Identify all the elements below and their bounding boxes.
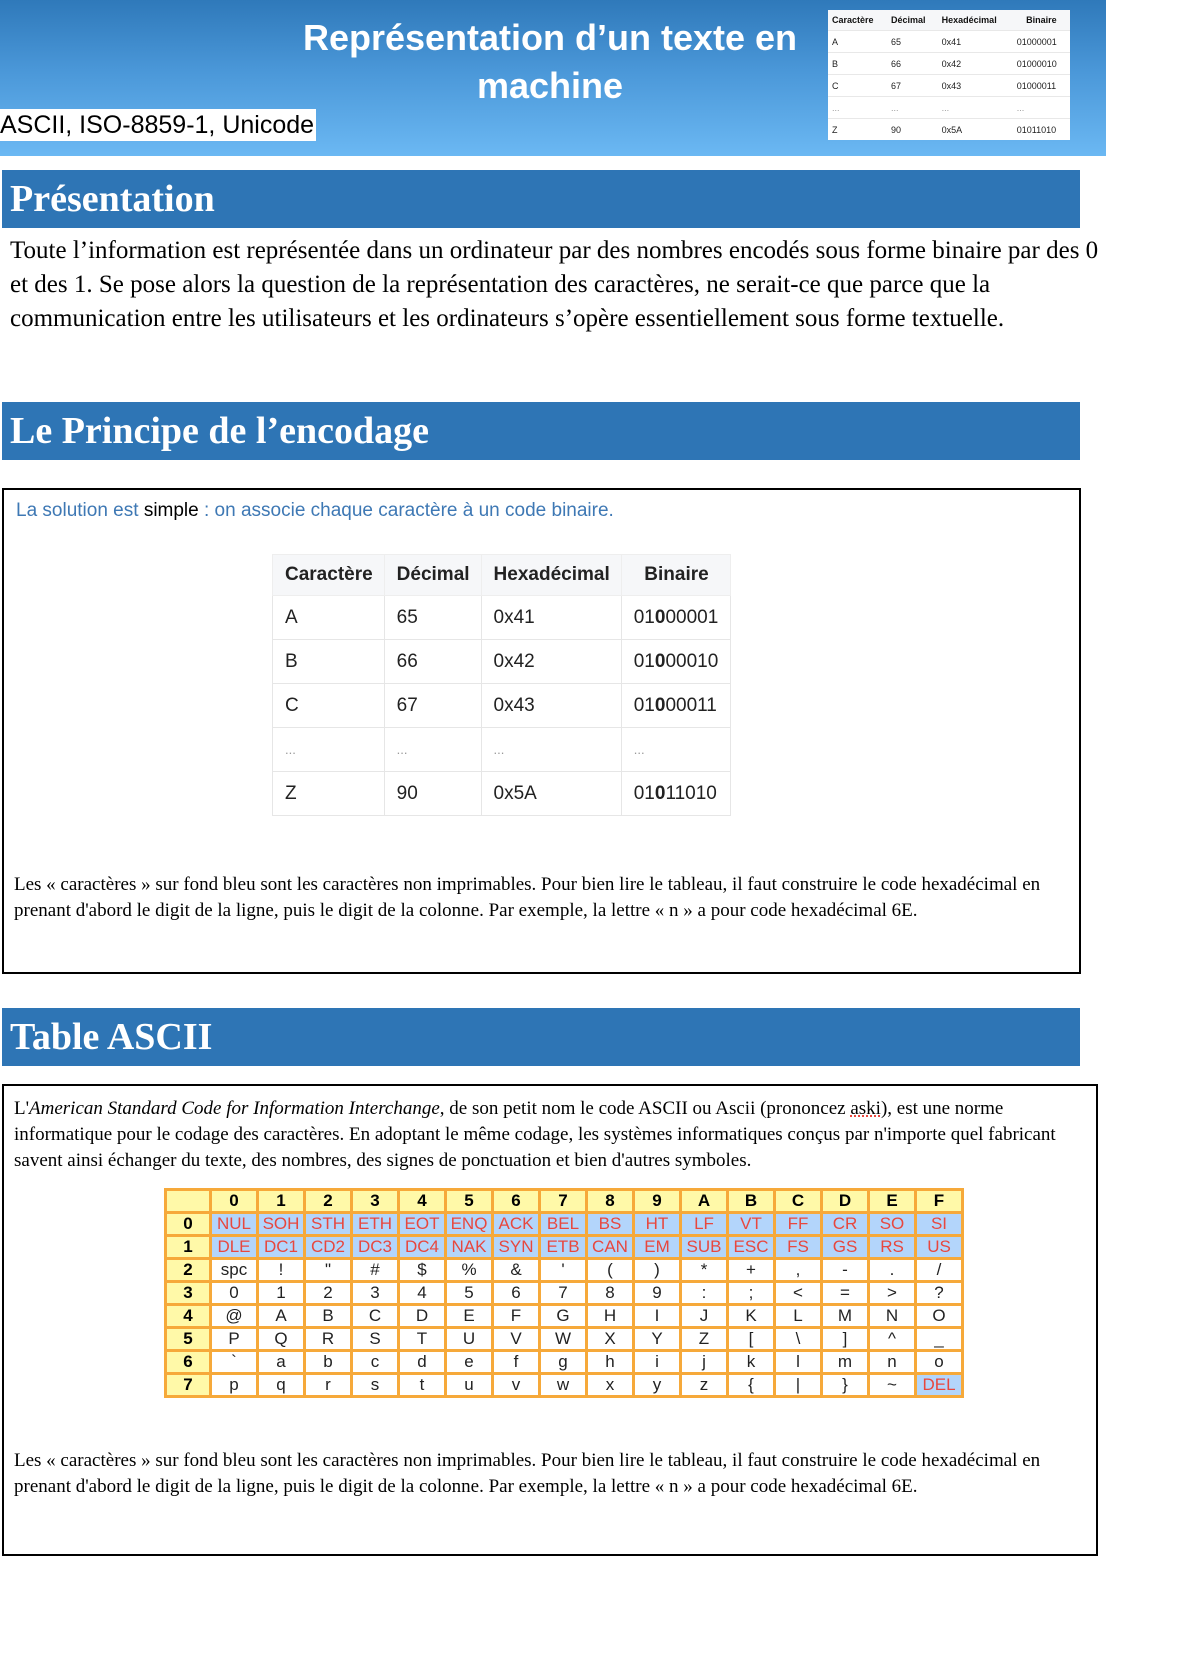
mini-table-row (828, 31, 1070, 53)
ascii-cell: F (493, 1305, 540, 1328)
mini-table-cell: ... (828, 97, 887, 119)
ascii-cell: N (869, 1305, 916, 1328)
ascii-row (166, 1282, 963, 1305)
ascii-cell: w (540, 1374, 587, 1397)
ascii-intro-text (14, 1096, 1090, 1174)
ascii-cell: 9 (634, 1282, 681, 1305)
ascii-col-header: 1 (258, 1190, 305, 1213)
ascii-cell: : (681, 1282, 728, 1305)
ascii-row-header: 0 (166, 1213, 211, 1236)
ascii-cell-non-printable: GS (822, 1236, 869, 1259)
ascii-row (166, 1328, 963, 1351)
mini-table-cell: Z (828, 119, 887, 141)
encoding-cell-hex: 0x41 (481, 596, 621, 640)
ascii-cell: Y (634, 1328, 681, 1351)
binary-prefix: 01 (633, 606, 655, 628)
ascii-row-header: 4 (166, 1305, 211, 1328)
principe-note: Les « caractères » sur fond bleu sont les caractères non imprimables. Pour bien lire le tableau, il faut construire le code hexadécimal en prenant d'abord le digit de la ligne, puis le digit de la colonne. Par exemple, la lettre « n » a pour code hexadécimal 6E. (14, 874, 1041, 921)
mini-table-row (828, 97, 1070, 119)
ascii-cell: s (352, 1374, 399, 1397)
section-heading-ascii: Table ASCII (2, 1008, 1080, 1066)
mini-table-cell: ... (938, 97, 1013, 119)
encoding-cell-char: A (273, 596, 385, 640)
ascii-text-suffix: ), est une norme informatique pour le codage des caractères. En adoptant le même codage, les systèmes informatiques conçus par n'importe quel fabricant savent ainsi échanger du texte, des nombres, des signes de ponctuation et bien d'autres symboles. (14, 1098, 1056, 1171)
ascii-cell: o (916, 1351, 963, 1374)
mini-table-cell: 66 (887, 53, 938, 75)
ascii-cell-non-printable: STH (305, 1213, 352, 1236)
ascii-cell-non-printable: FF (775, 1213, 822, 1236)
encoding-table-header: Caractère (273, 555, 385, 596)
mini-table-cell: 01000010 (1013, 53, 1070, 75)
ascii-cell: 1 (258, 1282, 305, 1305)
ascii-cell: ] (822, 1328, 869, 1351)
ascii-col-header: 8 (587, 1190, 634, 1213)
encoding-cell-hex: 0x5A (481, 772, 621, 816)
ascii-row (166, 1236, 963, 1259)
section-heading-presentation: Présentation (2, 170, 1080, 228)
ascii-note: Les « caractères » sur fond bleu sont les caractères non imprimables. Pour bien lire le tableau, il faut construire le code hexadécimal en prenant d'abord le digit de la ligne, puis le digit de la colonne. Par exemple, la lettre « n » a pour code hexadécimal 6E. (14, 1450, 1041, 1497)
principe-intro (16, 500, 614, 522)
encoding-cell-binary (621, 728, 731, 772)
ascii-cell: a (258, 1351, 305, 1374)
section-heading-principe: Le Principe de l’encodage (2, 402, 1080, 460)
ascii-cell-non-printable: VT (728, 1213, 775, 1236)
intro-text-part2: : on associe chaque caractère à un code binaire. (198, 500, 614, 521)
ascii-cell: spc (211, 1259, 258, 1282)
ascii-cell-non-printable: BS (587, 1213, 634, 1236)
ascii-cell: d (399, 1351, 446, 1374)
ascii-cell-non-printable: EOT (399, 1213, 446, 1236)
ascii-cell: D (399, 1305, 446, 1328)
ascii-corner-cell (166, 1190, 211, 1213)
header-banner (0, 0, 1106, 156)
ascii-cell-non-printable: EM (634, 1236, 681, 1259)
ascii-cell-non-printable: CR (822, 1213, 869, 1236)
table-row (273, 640, 731, 684)
ascii-cell: S (352, 1328, 399, 1351)
ascii-row-header: 1 (166, 1236, 211, 1259)
ascii-cell: & (493, 1259, 540, 1282)
ascii-cell-non-printable: NAK (446, 1236, 493, 1259)
ascii-cell: . (869, 1259, 916, 1282)
ascii-row (166, 1259, 963, 1282)
mini-table-row (828, 53, 1070, 75)
ascii-cell: u (446, 1374, 493, 1397)
ascii-cell: 5 (446, 1282, 493, 1305)
binary-prefix: 01 (633, 782, 655, 804)
ascii-col-header: F (916, 1190, 963, 1213)
mini-table-cell: 01011010 (1013, 119, 1070, 141)
ascii-row-header: 2 (166, 1259, 211, 1282)
ascii-cell: B (305, 1305, 352, 1328)
ascii-cell-non-printable: ACK (493, 1213, 540, 1236)
ascii-cell: - (822, 1259, 869, 1282)
ascii-cell: 8 (587, 1282, 634, 1305)
ascii-cell: $ (399, 1259, 446, 1282)
table-row (273, 684, 731, 728)
ascii-cell: ; (728, 1282, 775, 1305)
page-subtitle: ASCII, ISO-8859-1, Unicode (0, 111, 315, 139)
ascii-cell: 6 (493, 1282, 540, 1305)
ascii-cell: y (634, 1374, 681, 1397)
ascii-cell: z (681, 1374, 728, 1397)
ascii-cell: L (775, 1305, 822, 1328)
binary-highlight-bit: 0 (654, 606, 666, 628)
ascii-cell: ( (587, 1259, 634, 1282)
mini-table-header: Caractère (828, 10, 887, 31)
encoding-table-header: Hexadécimal (481, 555, 621, 596)
ascii-cell: @ (211, 1305, 258, 1328)
ascii-row-header: 3 (166, 1282, 211, 1305)
table-row (273, 596, 731, 640)
intro-text-simple: simple (143, 500, 199, 521)
ascii-cell-non-printable: NUL (211, 1213, 258, 1236)
mini-table-row (828, 75, 1070, 97)
ascii-cell: g (540, 1351, 587, 1374)
ascii-cell: + (728, 1259, 775, 1282)
binary-highlight-bit: 0 (654, 782, 666, 804)
ascii-cell: E (446, 1305, 493, 1328)
mini-table-cell: 01000001 (1013, 31, 1070, 53)
encoding-cell-hex: 0x42 (481, 640, 621, 684)
ascii-cell: 2 (305, 1282, 352, 1305)
encoding-cell-dec: 65 (384, 596, 481, 640)
mini-table-cell: 90 (887, 119, 938, 141)
ascii-col-header: 9 (634, 1190, 681, 1213)
ascii-cell: Z (681, 1328, 728, 1351)
encoding-cell-dec: ... (384, 728, 481, 772)
ascii-col-header: 2 (305, 1190, 352, 1213)
ascii-cell: U (446, 1328, 493, 1351)
encoding-table-header: Décimal (384, 555, 481, 596)
ascii-row (166, 1374, 963, 1397)
ascii-cell-non-printable: SYN (493, 1236, 540, 1259)
encoding-cell-char: C (273, 684, 385, 728)
ascii-cell: ! (258, 1259, 305, 1282)
ascii-cell-non-printable: DLE (211, 1236, 258, 1259)
binary-highlight-bit: 0 (654, 650, 666, 672)
presentation-text: Toute l’information est représentée dans un ordinateur par des nombres encodés sous forme binaire par des 0 et des 1. Se pose alors la question de la représentation des caractères, ne serait-ce que parce que la communication entre les utilisateurs et les ordinateurs s’opère essentiellement sous forme textuelle. (10, 237, 1099, 332)
mini-table-header: Hexadécimal (938, 10, 1013, 31)
encoding-cell-dec: 90 (384, 772, 481, 816)
encoding-cell-char: ... (273, 728, 385, 772)
ascii-cell: [ (728, 1328, 775, 1351)
ascii-cell-non-printable: RS (869, 1236, 916, 1259)
encoding-table (272, 554, 731, 816)
ascii-cell: 7 (540, 1282, 587, 1305)
encoding-cell-binary (621, 684, 731, 728)
encoding-cell-binary (621, 772, 731, 816)
ascii-cell-non-printable: DEL (916, 1374, 963, 1397)
ascii-cell: r (305, 1374, 352, 1397)
ascii-cell: p (211, 1374, 258, 1397)
ascii-cell: / (916, 1259, 963, 1282)
mini-table-cell: 0x43 (938, 75, 1013, 97)
encoding-cell-char: B (273, 640, 385, 684)
ascii-cell: h (587, 1351, 634, 1374)
ascii-cell: X (587, 1328, 634, 1351)
ascii-row-header: 7 (166, 1374, 211, 1397)
ascii-cell: q (258, 1374, 305, 1397)
ascii-cell: G (540, 1305, 587, 1328)
ascii-cell: Q (258, 1328, 305, 1351)
binary-prefix: ... (633, 742, 645, 757)
ascii-table (164, 1188, 964, 1398)
ascii-cell: > (869, 1282, 916, 1305)
encoding-cell-hex: ... (481, 728, 621, 772)
mini-table-cell: C (828, 75, 887, 97)
ascii-col-header: 6 (493, 1190, 540, 1213)
binary-suffix: 00011 (665, 694, 717, 716)
ascii-cell: j (681, 1351, 728, 1374)
mini-table-cell: 0x42 (938, 53, 1013, 75)
ascii-cell: k (728, 1351, 775, 1374)
ascii-cell: i (634, 1351, 681, 1374)
mini-table-cell: A (828, 31, 887, 53)
ascii-cell: < (775, 1282, 822, 1305)
ascii-cell: 4 (399, 1282, 446, 1305)
ascii-text-prefix: L' (14, 1098, 30, 1119)
mini-table-cell: ... (1013, 97, 1070, 119)
ascii-col-header: B (728, 1190, 775, 1213)
ascii-cell-non-printable: SUB (681, 1236, 728, 1259)
ascii-cell-non-printable: ENQ (446, 1213, 493, 1236)
ascii-cell-non-printable: ESC (728, 1236, 775, 1259)
ascii-cell: c (352, 1351, 399, 1374)
encoding-cell-char: Z (273, 772, 385, 816)
ascii-col-header: E (869, 1190, 916, 1213)
ascii-col-header: 5 (446, 1190, 493, 1213)
ascii-cell: l (775, 1351, 822, 1374)
ascii-cell: " (305, 1259, 352, 1282)
encoding-cell-hex: 0x43 (481, 684, 621, 728)
ascii-cell: _ (916, 1328, 963, 1351)
binary-suffix: 00001 (665, 606, 719, 628)
ascii-cell: v (493, 1374, 540, 1397)
ascii-cell-non-printable: SI (916, 1213, 963, 1236)
ascii-cell: ' (540, 1259, 587, 1282)
ascii-cell-non-printable: CAN (587, 1236, 634, 1259)
ascii-col-header: C (775, 1190, 822, 1213)
ascii-col-header: 0 (211, 1190, 258, 1213)
ascii-cell: ? (916, 1282, 963, 1305)
ascii-cell: H (587, 1305, 634, 1328)
ascii-cell: * (681, 1259, 728, 1282)
ascii-cell: f (493, 1351, 540, 1374)
ascii-cell-non-printable: DC3 (352, 1236, 399, 1259)
ascii-text-aski: aski (850, 1098, 881, 1119)
ascii-cell-non-printable: SO (869, 1213, 916, 1236)
mini-table-cell: 01000011 (1013, 75, 1070, 97)
ascii-cell-non-printable: CD2 (305, 1236, 352, 1259)
ascii-cell-non-printable: LF (681, 1213, 728, 1236)
ascii-text-italic: American Standard Code for Information Interchange (29, 1098, 440, 1119)
ascii-cell: , (775, 1259, 822, 1282)
ascii-text-mid: , de son petit nom le code ASCII ou Ascii (prononcez (439, 1098, 851, 1119)
ascii-cell-non-printable: US (916, 1236, 963, 1259)
ascii-cell: } (822, 1374, 869, 1397)
mini-table-cell: B (828, 53, 887, 75)
ascii-cell-non-printable: BEL (540, 1213, 587, 1236)
ascii-cell: C (352, 1305, 399, 1328)
ascii-cell: t (399, 1374, 446, 1397)
ascii-cell: { (728, 1374, 775, 1397)
encoding-table-header: Binaire (621, 555, 731, 596)
ascii-box (2, 1084, 1098, 1556)
ascii-cell: # (352, 1259, 399, 1282)
ascii-cell: \ (775, 1328, 822, 1351)
ascii-col-header: 4 (399, 1190, 446, 1213)
ascii-cell-non-printable: ETH (352, 1213, 399, 1236)
ascii-cell: ` (211, 1351, 258, 1374)
ascii-cell: M (822, 1305, 869, 1328)
ascii-row (166, 1305, 963, 1328)
ascii-col-header: 7 (540, 1190, 587, 1213)
binary-prefix: 01 (633, 694, 655, 716)
ascii-cell: R (305, 1328, 352, 1351)
ascii-cell: 3 (352, 1282, 399, 1305)
ascii-cell: J (681, 1305, 728, 1328)
table-row (273, 728, 731, 772)
intro-text-part1: La solution est (16, 500, 144, 521)
ascii-cell: e (446, 1351, 493, 1374)
ascii-cell: m (822, 1351, 869, 1374)
ascii-col-header: D (822, 1190, 869, 1213)
ascii-cell-non-printable: DC4 (399, 1236, 446, 1259)
mini-table-cell: 0x5A (938, 119, 1013, 141)
ascii-cell: K (728, 1305, 775, 1328)
ascii-cell: = (822, 1282, 869, 1305)
ascii-row-header: 5 (166, 1328, 211, 1351)
table-row (273, 772, 731, 816)
ascii-cell: x (587, 1374, 634, 1397)
ascii-cell: ^ (869, 1328, 916, 1351)
mini-table-header: Décimal (887, 10, 938, 31)
binary-suffix: 11010 (665, 782, 717, 804)
mini-table-cell: ... (887, 97, 938, 119)
ascii-cell: n (869, 1351, 916, 1374)
ascii-cell: ~ (869, 1374, 916, 1397)
binary-suffix: 00010 (665, 650, 719, 672)
ascii-cell: ) (634, 1259, 681, 1282)
encoding-cell-binary (621, 596, 731, 640)
encoding-cell-dec: 67 (384, 684, 481, 728)
ascii-cell-non-printable: HT (634, 1213, 681, 1236)
ascii-cell: 0 (211, 1282, 258, 1305)
ascii-cell-non-printable: FS (775, 1236, 822, 1259)
encoding-cell-dec: 66 (384, 640, 481, 684)
ascii-row-header: 6 (166, 1351, 211, 1374)
mini-table-cell: 65 (887, 31, 938, 53)
ascii-cell: | (775, 1374, 822, 1397)
encoding-cell-binary (621, 640, 731, 684)
principe-box (2, 488, 1081, 974)
ascii-cell-non-printable: SOH (258, 1213, 305, 1236)
binary-prefix: 01 (633, 650, 655, 672)
ascii-cell: W (540, 1328, 587, 1351)
ascii-col-header: 3 (352, 1190, 399, 1213)
ascii-cell: V (493, 1328, 540, 1351)
mini-table-cell: 67 (887, 75, 938, 97)
page-title: Représentation d’un texte en machine (302, 17, 798, 106)
binary-highlight-bit: 0 (654, 694, 666, 716)
mini-table-header: Binaire (1013, 10, 1070, 31)
ascii-cell: O (916, 1305, 963, 1328)
ascii-cell: A (258, 1305, 305, 1328)
ascii-col-header: A (681, 1190, 728, 1213)
ascii-row (166, 1351, 963, 1374)
ascii-cell: % (446, 1259, 493, 1282)
mini-table-cell: 0x41 (938, 31, 1013, 53)
ascii-cell: P (211, 1328, 258, 1351)
header-encoding-table (828, 10, 1070, 140)
ascii-cell: b (305, 1351, 352, 1374)
ascii-cell-non-printable: ETB (540, 1236, 587, 1259)
ascii-cell: T (399, 1328, 446, 1351)
mini-table-row (828, 119, 1070, 141)
ascii-cell-non-printable: DC1 (258, 1236, 305, 1259)
ascii-cell: I (634, 1305, 681, 1328)
ascii-row (166, 1213, 963, 1236)
